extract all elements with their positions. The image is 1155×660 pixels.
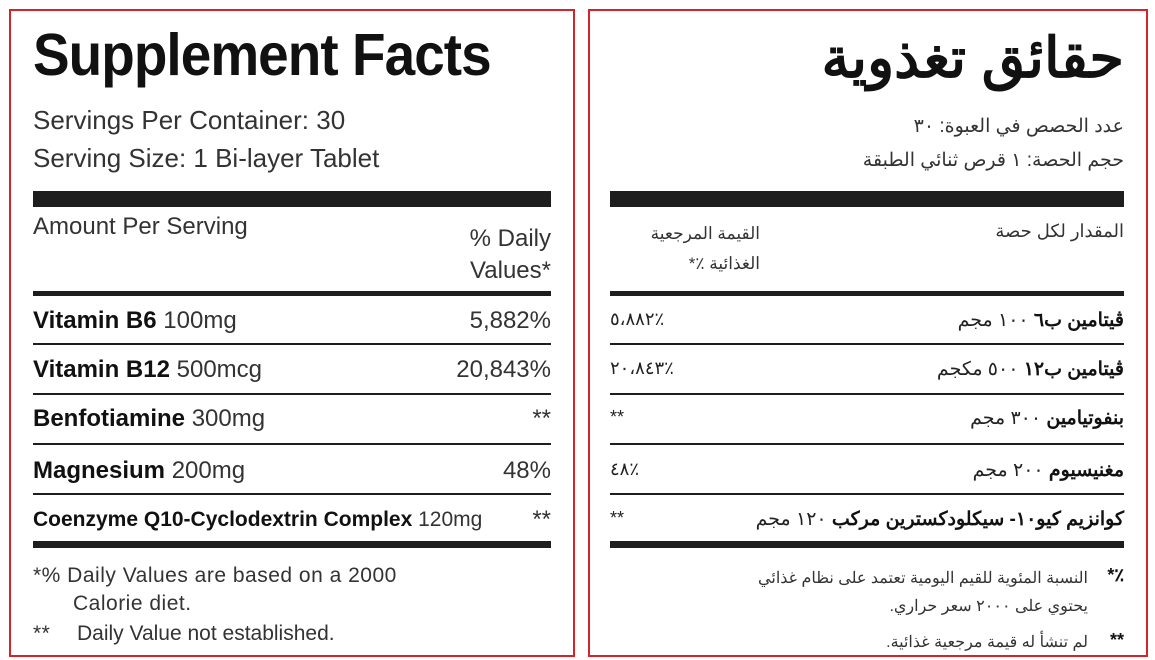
supplement-facts-panel-arabic — [588, 9, 1148, 657]
thick-divider — [610, 191, 1124, 207]
nutrient-name: Vitamin B6 — [33, 307, 157, 334]
serving-size: حجم الحصة: ١ قرص ثنائي الطبقة — [862, 150, 1124, 171]
nutrient-row — [610, 446, 1124, 494]
divider — [610, 443, 1124, 445]
amount-per-serving-header: المقدار لكل حصة — [995, 221, 1124, 241]
panel-title: Supplement Facts — [33, 22, 491, 88]
nutrient-amount: ٥٠٠ مكجم — [936, 359, 1019, 380]
supplement-facts-panel-english — [9, 9, 575, 657]
daily-value: ** — [532, 506, 551, 533]
nutrient-amount: 500mcg — [176, 356, 263, 383]
footnote-not-established: لم تنشأ له قيمة مرجعية غذائية. — [886, 634, 1088, 651]
footnote-daily-values: *% Daily Values are based on a 2000 — [33, 564, 397, 587]
nutrient-name: ڤيتامين ب٦ — [1033, 310, 1124, 331]
footnote-mark: ** — [33, 622, 51, 645]
daily-value: ** — [532, 405, 551, 432]
daily-value: ٪٤٨ — [610, 459, 640, 479]
daily-value: ٪٢٠،٨٤٣ — [610, 358, 674, 378]
nutrient-amount: ١٢٠ مجم — [755, 509, 827, 530]
footnote-daily-values: النسبة المئوية للقيم اليومية تعتمد على نظام غذائي — [758, 570, 1088, 587]
servings-per-container: عدد الحصص في العبوة: ٣٠ — [913, 116, 1124, 137]
nutrient-name: بنفوتيامين — [1046, 408, 1124, 429]
nutrient-amount: 120mg — [418, 508, 483, 531]
nutrient-amount: ٢٠٠ مجم — [972, 460, 1044, 481]
nutrient-amount: ٣٠٠ مجم — [970, 408, 1042, 429]
nutrient-row — [33, 495, 551, 543]
thick-divider — [33, 541, 551, 548]
daily-values-header — [610, 219, 760, 279]
footnote-mark: ** — [1109, 630, 1124, 650]
daily-values-header-line1: القيمة المرجعية — [650, 224, 760, 243]
daily-value: ٪٥،٨٨٢ — [610, 309, 665, 329]
daily-value: 20,843% — [456, 356, 551, 383]
daily-value: ** — [610, 407, 625, 427]
nutrient-name: مغنيسيوم — [1048, 460, 1124, 481]
thick-divider — [610, 541, 1124, 548]
daily-values-header-line1: % Daily — [469, 225, 551, 252]
nutrient-amount: 200mg — [171, 457, 246, 484]
nutrient-name: ڤيتامين ب١٢ — [1023, 359, 1124, 380]
nutrient-row — [610, 495, 1124, 543]
nutrient-name: كوانزيم كيو١٠- سيكلودكسترين مركب — [831, 509, 1124, 530]
footnote-daily-values-cont: Calorie diet. — [73, 592, 192, 615]
nutrient-row — [33, 394, 551, 442]
thick-divider — [33, 191, 551, 207]
nutrient-row — [33, 446, 551, 494]
nutrient-row — [610, 296, 1124, 344]
amount-per-serving-header: Amount Per Serving — [33, 213, 248, 240]
divider — [33, 443, 551, 445]
daily-values-header-line2: الغذائية ٪* — [688, 254, 760, 273]
nutrient-name: Benfotiamine — [33, 405, 186, 432]
daily-values-header — [470, 223, 551, 287]
nutrient-amount: 100mg — [163, 307, 237, 334]
nutrient-name: Magnesium — [33, 457, 166, 484]
servings-per-container: Servings Per Container: 30 — [33, 105, 346, 135]
footnote-not-established: Daily Value not established. — [77, 622, 335, 645]
nutrient-name: Vitamin B12 — [33, 356, 170, 383]
nutrient-name: Coenzyme Q10-Cyclodextrin Complex — [33, 508, 413, 531]
nutrient-row — [610, 345, 1124, 393]
nutrient-amount: 300mg — [191, 405, 266, 432]
daily-value: ** — [610, 508, 625, 528]
daily-value: 48% — [502, 457, 551, 484]
panel-title: حقائق تغذوية — [821, 26, 1124, 89]
nutrient-row — [33, 345, 551, 393]
footnote-daily-values-cont: يحتوي على ٢٠٠٠ سعر حراري. — [889, 598, 1088, 615]
daily-values-header-line2: Values* — [470, 257, 551, 284]
nutrient-amount: ١٠٠ مجم — [957, 310, 1029, 331]
nutrient-row — [610, 394, 1124, 442]
serving-size: Serving Size: 1 Bi-layer Tablet — [33, 143, 380, 173]
daily-value: 5,882% — [469, 307, 551, 334]
nutrient-row — [33, 296, 551, 344]
footnote-mark: *٪ — [1107, 565, 1124, 585]
